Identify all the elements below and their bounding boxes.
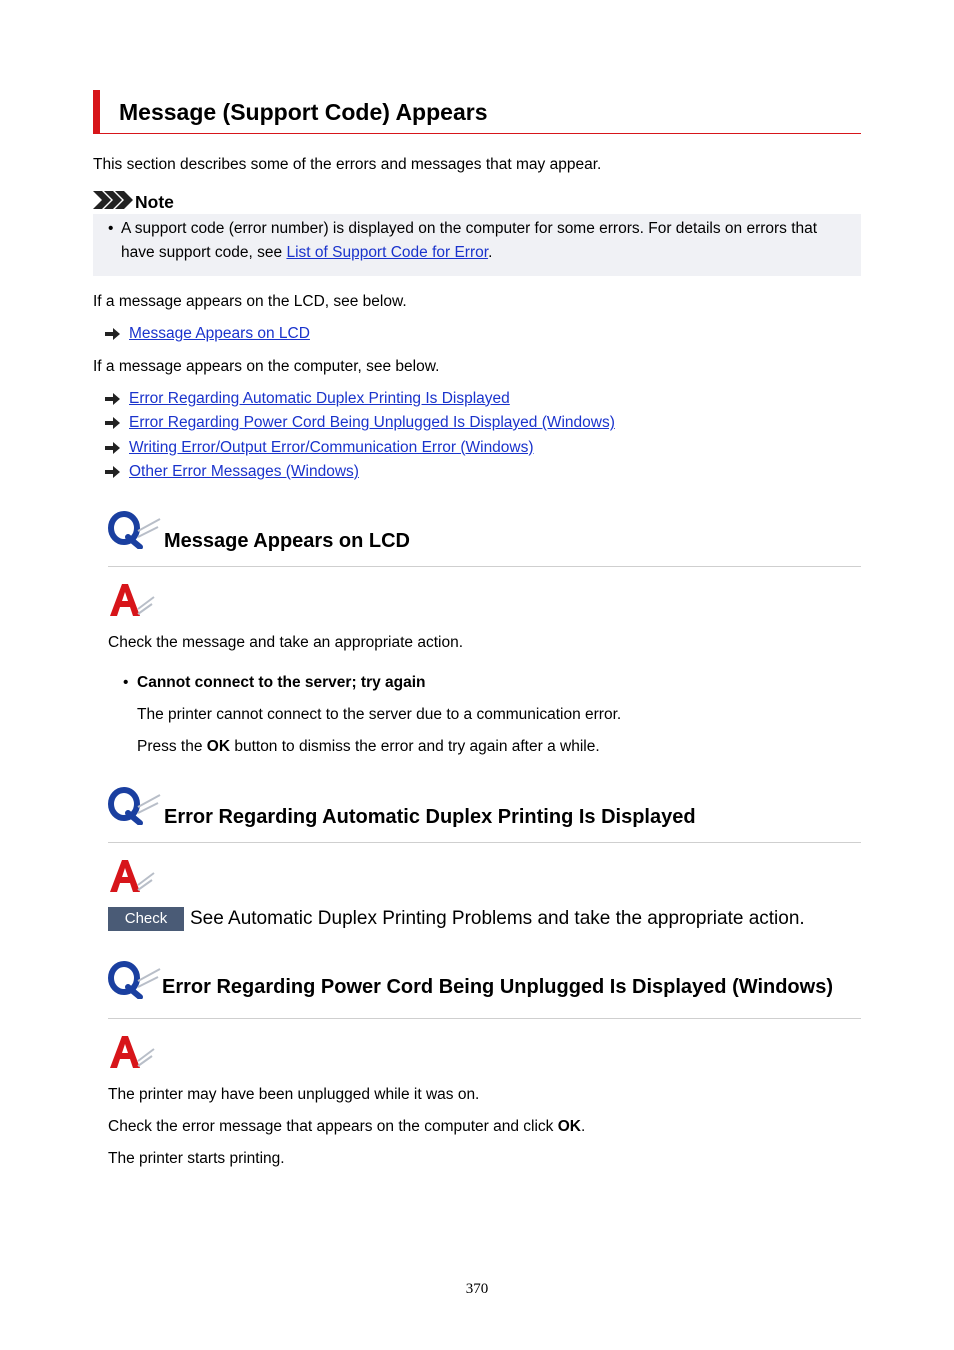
line2-text-after: . bbox=[581, 1117, 586, 1135]
page-title: Message (Support Code) Appears bbox=[119, 99, 488, 125]
link-power-cord-error[interactable]: Error Regarding Power Cord Being Unplugged Is Displayed (Windows) bbox=[129, 414, 615, 431]
answer-a-icon bbox=[108, 859, 861, 895]
question-title: Error Regarding Power Cord Being Unplugged Is Displayed (Windows) bbox=[162, 975, 833, 998]
computer-instruction: If a message appears on the computer, see below. bbox=[93, 357, 440, 375]
question-q-icon bbox=[108, 511, 162, 554]
support-code-list-link[interactable]: List of Support Code for Error bbox=[286, 244, 489, 261]
arrow-right-icon bbox=[105, 466, 129, 478]
check-row bbox=[108, 907, 861, 931]
qa-section-power-cord bbox=[108, 961, 861, 1171]
link-writing-error[interactable]: Writing Error/Output Error/Communication Error (Windows) bbox=[129, 438, 534, 456]
error-action bbox=[108, 735, 861, 759]
intro-text: This section describes some of the errors and messages that may appear. bbox=[93, 156, 602, 173]
line2-text-before: Check the error message that appears on the computer and click bbox=[108, 1117, 558, 1135]
lcd-instruction: If a message appears on the LCD, see below. bbox=[93, 293, 407, 310]
note-bullet: • bbox=[108, 220, 114, 237]
qa-section-duplex bbox=[108, 787, 861, 931]
page-title-block bbox=[93, 90, 861, 134]
error-title: Cannot connect to the server; try again bbox=[137, 673, 426, 691]
question-q-icon bbox=[108, 961, 162, 1006]
link-other-errors[interactable]: Other Error Messages (Windows) bbox=[129, 463, 359, 480]
arrow-right-icon bbox=[105, 417, 129, 429]
question-title-block bbox=[108, 961, 861, 1006]
title-accent-bar bbox=[93, 90, 100, 133]
note-text bbox=[121, 217, 845, 265]
arrow-right-icon bbox=[105, 328, 129, 340]
link-duplex-error[interactable]: Error Regarding Automatic Duplex Printing Is Displayed bbox=[129, 389, 510, 407]
note-text-before: A support code (error number) is displayed on the computer for some errors. For details on errors that have support code, see bbox=[121, 220, 818, 261]
arrow-right-icon bbox=[105, 393, 129, 405]
answer-text: Check the message and take an appropriate action. bbox=[108, 633, 464, 651]
arrow-right-icon bbox=[105, 442, 129, 454]
lcd-link-list bbox=[93, 322, 861, 347]
note-text-after: . bbox=[488, 244, 493, 261]
bullet-dot: • bbox=[123, 673, 129, 691]
answer-line-3: The printer starts printing. bbox=[108, 1149, 285, 1167]
action-text-after: button to dismiss the error and try again after a while. bbox=[230, 737, 600, 755]
question-header bbox=[108, 787, 861, 843]
question-q-icon bbox=[108, 787, 162, 830]
check-text: See Automatic Duplex Printing Problems and take the appropriate action. bbox=[190, 907, 805, 929]
check-badge: Check bbox=[108, 907, 184, 931]
note-label: Note bbox=[135, 191, 174, 212]
answer-a-icon bbox=[108, 583, 861, 619]
error-bullet bbox=[108, 671, 861, 695]
computer-link-list bbox=[93, 387, 861, 485]
answer-line-1: The printer may have been unplugged while it was on. bbox=[108, 1085, 480, 1103]
question-header bbox=[108, 511, 861, 567]
question-title: Message Appears on LCD bbox=[164, 529, 410, 552]
ok-label: OK bbox=[557, 1117, 581, 1135]
list-item bbox=[93, 411, 861, 436]
question-title: Error Regarding Automatic Duplex Printing Is Displayed bbox=[164, 805, 696, 828]
document-page bbox=[93, 90, 861, 1171]
answer-line-2 bbox=[108, 1115, 861, 1139]
page-number: 370 bbox=[465, 1281, 489, 1297]
note-header bbox=[93, 191, 861, 213]
link-message-appears-on-lcd[interactable]: Message Appears on LCD bbox=[129, 325, 310, 342]
list-item bbox=[93, 460, 861, 485]
list-item bbox=[93, 387, 861, 412]
qa-section-lcd bbox=[108, 511, 861, 759]
list-item bbox=[93, 436, 861, 461]
list-item bbox=[93, 322, 861, 347]
note-box bbox=[93, 214, 861, 276]
error-detail: The printer cannot connect to the server due to a communication error. bbox=[137, 705, 622, 723]
action-text-before: Press the bbox=[137, 737, 207, 755]
question-header bbox=[108, 961, 861, 1019]
ok-button-label: OK bbox=[206, 737, 231, 755]
answer-a-icon bbox=[108, 1035, 861, 1071]
note-chevron-icon bbox=[93, 191, 133, 214]
